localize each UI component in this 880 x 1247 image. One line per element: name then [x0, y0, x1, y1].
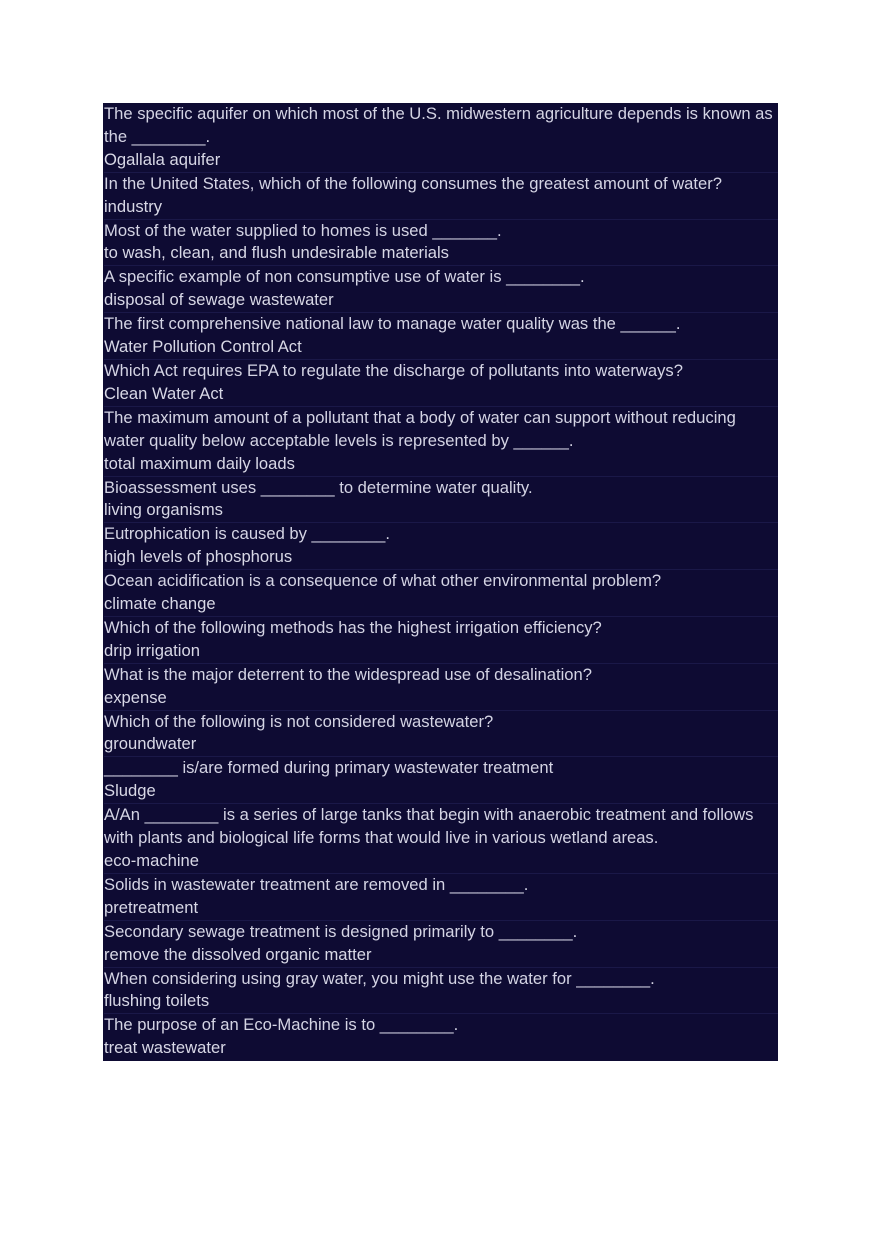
answer-text: total maximum daily loads	[104, 453, 295, 473]
flashcard	[104, 103, 778, 173]
question-text: Bioassessment uses ________ to determine water quality.	[104, 477, 533, 497]
flashcard	[104, 968, 778, 1015]
answer-text: treat wastewater	[104, 1038, 226, 1058]
answer-text: drip irrigation	[104, 640, 200, 660]
flashcard	[104, 220, 778, 267]
answer-text: eco-machine	[104, 851, 200, 870]
flashcard	[104, 477, 778, 524]
question-text: Eutrophication is caused by ________.	[104, 524, 390, 544]
answer-text: Sludge	[104, 781, 156, 801]
question-text: When considering using gray water, you might use the water for ________.	[104, 968, 655, 988]
question-text: A specific example of non consumptive use of water is ________.	[104, 267, 585, 287]
question-text: Which of the following is not considered wastewater?	[104, 711, 494, 731]
flashcard-list	[103, 103, 778, 1061]
question-text: Secondary sewage treatment is designed primarily to ________.	[104, 921, 578, 941]
flashcard	[104, 313, 778, 360]
flashcard	[104, 757, 778, 804]
flashcard	[104, 874, 778, 921]
flashcard	[104, 1014, 778, 1060]
answer-text: expense	[104, 687, 167, 707]
question-text: The specific aquifer on which most of the U.S. midwestern agriculture depends is known as the ________.	[104, 104, 773, 146]
question-text: Which Act requires EPA to regulate the discharge of pollutants into waterways?	[104, 360, 683, 380]
question-text: In the United States, which of the following consumes the greatest amount of water?	[104, 173, 723, 193]
answer-text: high levels of phosphorus	[104, 547, 293, 567]
flashcard	[104, 523, 778, 570]
flashcard	[104, 407, 778, 477]
question-text: Ocean acidification is a consequence of what other environmental problem?	[104, 571, 662, 591]
question-text: Solids in wastewater treatment are removed in ________.	[104, 874, 529, 894]
answer-text: remove the dissolved organic matter	[104, 944, 372, 964]
question-text: The purpose of an Eco-Machine is to ________.	[104, 1015, 459, 1035]
answer-text: flushing toilets	[104, 991, 210, 1011]
question-text: The first comprehensive national law to manage water quality was the ______.	[104, 314, 681, 334]
flashcard	[104, 570, 778, 617]
answer-text: Ogallala aquifer	[104, 149, 221, 169]
question-text: The maximum amount of a pollutant that a body of water can support without reducing water quality below acceptable levels is represented by ______.	[104, 407, 736, 450]
answer-text: to wash, clean, and flush undesirable materials	[104, 243, 449, 263]
flashcard	[104, 360, 778, 407]
question-text: A/An ________ is a series of large tanks that begin with anaerobic treatment and follows with plants and biological life forms that would live in various wetland areas.	[104, 805, 754, 848]
answer-text: disposal of sewage wastewater	[104, 290, 334, 310]
answer-text: Clean Water Act	[104, 383, 224, 403]
question-text: ________ is/are formed during primary wastewater treatment	[104, 758, 554, 778]
answer-text: groundwater	[104, 734, 197, 754]
flashcard	[104, 921, 778, 968]
question-text: Most of the water supplied to homes is used _______.	[104, 220, 502, 240]
flashcard	[104, 664, 778, 711]
answer-text: industry	[104, 196, 163, 216]
answer-text: climate change	[104, 594, 216, 614]
flashcard	[104, 711, 778, 758]
flashcard	[104, 804, 778, 874]
answer-text: Water Pollution Control Act	[104, 337, 302, 357]
flashcard	[104, 617, 778, 664]
question-text: Which of the following methods has the highest irrigation efficiency?	[104, 617, 602, 637]
question-text: What is the major deterrent to the widespread use of desalination?	[104, 664, 592, 684]
answer-text: pretreatment	[104, 897, 199, 917]
answer-text: living organisms	[104, 500, 223, 520]
flashcard	[104, 173, 778, 220]
flashcard	[104, 266, 778, 313]
